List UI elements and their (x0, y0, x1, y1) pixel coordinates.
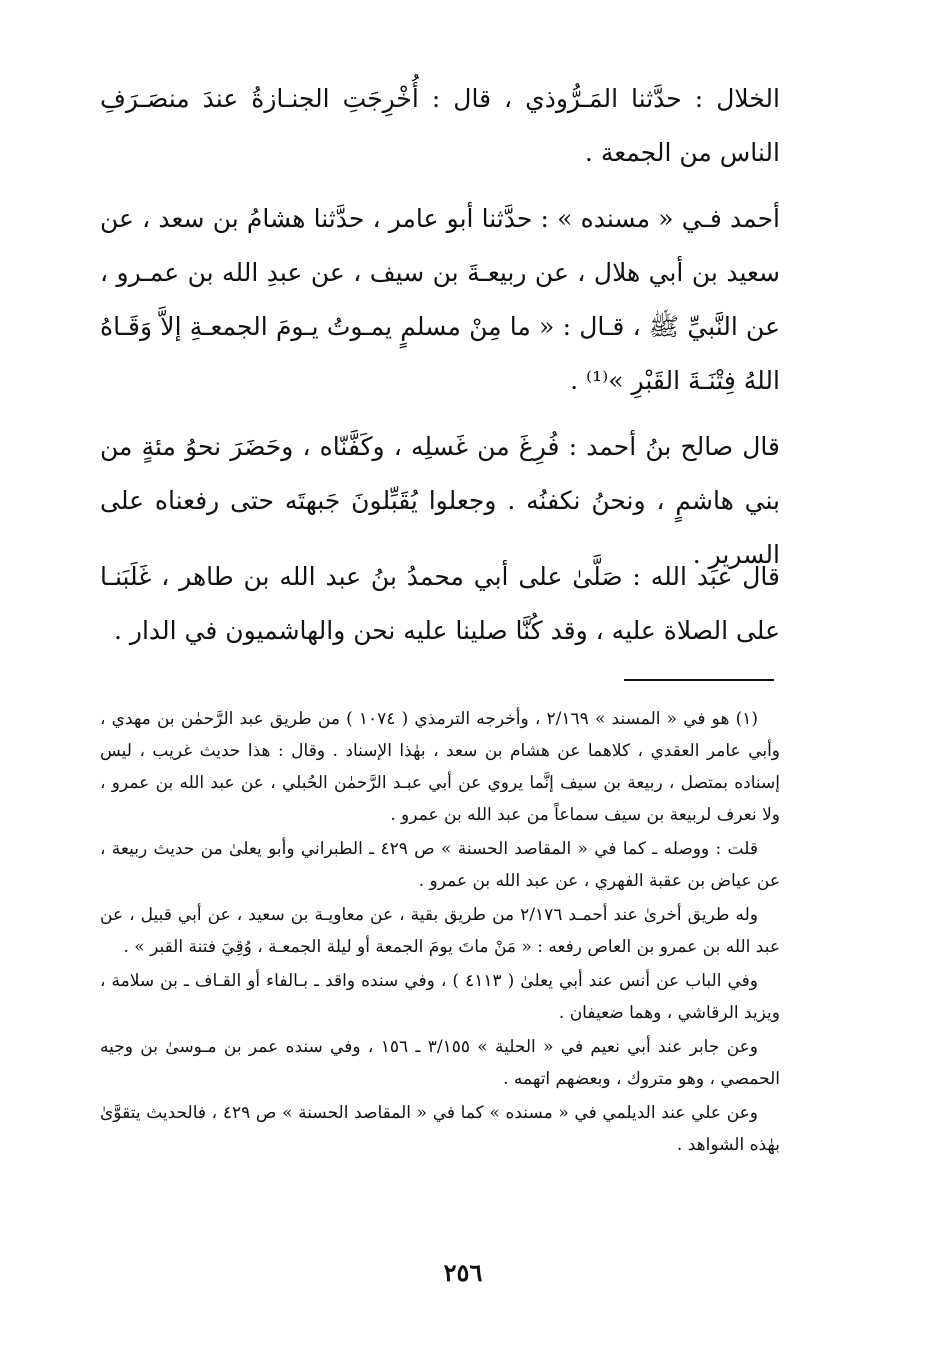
paragraph-ahmad-musnad: أحمد فـي « مسنده » : حدَّثنا أبو عامر ، حدَّثنا هشامُ بن سعد ، عن سعيد بن أبي هلال ، عن ربيعـةَ بن سيف ، عن عبدِ الله بن عمـرو ، عن النَّبيِّ ﷺ ، قـال : « ما مِنْ مسلمٍ يمـوتُ يـومَ الجمعـةِ إلاَّ وَقَـاهُ اللهُ فِتْنَـةَ القَبْرِ »⁽¹⁾ . (100, 204, 780, 395)
footnote-note-qultu: قلت : ووصله ـ كما في « المقاصد الحسنة » ص ٤٢٩ ـ الطبراني وأبو يعلىٰ من حديث ربيعة ، عن عياض بن عقبة الفهري ، عن عبد الله بن عمرو . (100, 839, 780, 891)
footnote-note-jabir: وعن جابر عند أبي نعيم في « الحلية » ٣/١٥٥ ـ ١٥٦ ، وفي سنده عمر بن مـوسىٰ بن وجيه الحمصي ، وهو متروك ، وبعضهم اتهمه . (100, 1037, 780, 1089)
footnote-1: (١) هو في « المسند » ٢/١٦٩ ، وأخرجه الترمذي ( ١٠٧٤ ) من طريق عبد الرَّحمٰن بن مهدي ، وأبي عامر العقدي ، كلاهما عن هشام بن سعد ، بهٰذا الإسناد . وقال : هذا حديث غريب ، ليس إسناده بمتصل ، ربيعة بن سيف إنَّما يروي عن أبي عبـد الرَّحمٰن الحُبلي ، عن عبد الله بن عمرو ، ولا نعرف لربيعة بن سيف سماعاً من عبد الله بن عمرو . (100, 709, 780, 825)
footnotes (100, 703, 780, 1161)
footnote-note-tariq: وله طريق أخرىٰ عند أحمـد ٢/١٧٦ من طريق بقية ، عن معاويـة بن سعيد ، عن أبي قبيل ، عن عبد الله بن عمرو بن العاص رفعه : « مَنْ ماتَ يومَ الجمعة أو ليلة الجمعـة ، وُقِيَ فتنة القبر » . (100, 905, 780, 957)
paragraph-khallal: الخلال : حدَّثنا المَـرُّوذي ، قال : أُخْرِجَتِ الجنـازةُ عندَ منصَـرَفِ الناس من الجمعة . (100, 84, 780, 167)
footnote-divider (624, 679, 774, 681)
footnote-note-ali: وعن علي عند الديلمي في « مسنده » كما في « المقاصد الحسنة » ص ٤٢٩ ، فالحديث يتقوَّىٰ بهٰذه الشواهد . (100, 1103, 780, 1155)
footnote-note-anas: وفي الباب عن أنس عند أبي يعلىٰ ( ٤١١٣ ) ، وفي سنده واقد ـ بـالفاء أو القـاف ـ بن سلامة ، ويزيد الرقاشي ، وهما ضعيفان . (100, 971, 780, 1023)
paragraph-salih: قال صالح بنُ أحمد : فُرِغَ من غَسلِه ، وكَفَّنّاه ، وحَضَرَ نحوُ مئةٍ من بني هاشمٍ ، ونحنُ نكفنُه . وجعلوا يُقَبِّلونَ جَبهتَه حتى رفعناه على السريرِ . (100, 432, 780, 569)
paragraph-abdullah: قال عبد الله : صَلَّىٰ على أبي محمدُ بنُ عبد الله بن طاهر ، غَلَبَنـا على الصلاة عليه ، وقد كُنَّا صلينا عليه نحن والهاشميون في الدار . (100, 562, 780, 645)
page-number: ٢٥٦ (443, 1258, 483, 1287)
